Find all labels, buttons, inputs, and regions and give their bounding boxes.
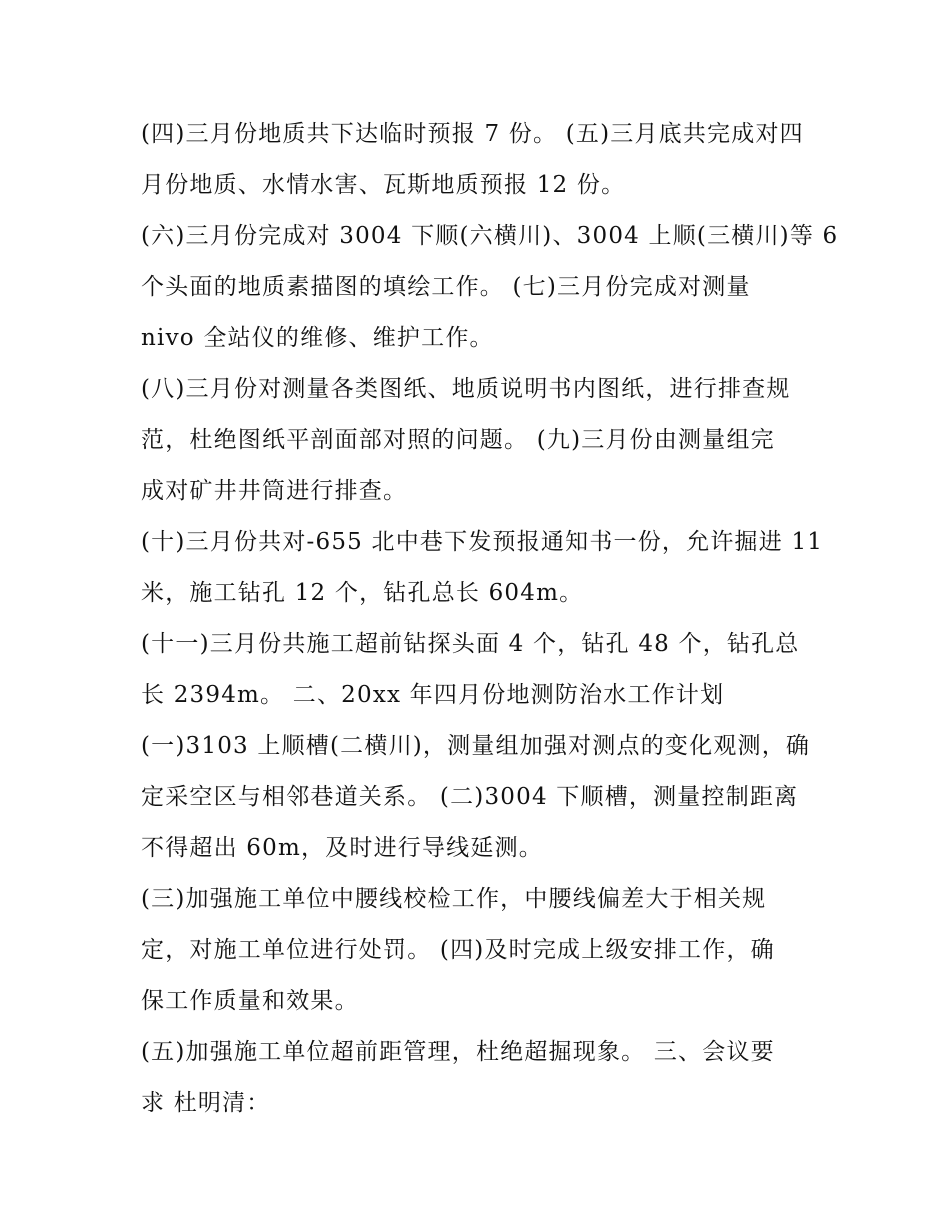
text-line: (六)三月份完成对 3004 下顺(六横川)、3004 上顺(三横川)等 6 — [141, 223, 839, 249]
text-line: (十)三月份共对-655 北中巷下发预报通知书一份，允许掘进 11 — [141, 529, 824, 555]
text-line: 不得超出 60m，及时进行导线延测。 — [141, 835, 543, 861]
text-line: 米，施工钻孔 12 个，钻孔总长 604m。 — [141, 580, 584, 606]
text-line: (一)3103 上顺槽(二横川)，测量组加强对测点的变化观测，确 — [141, 733, 811, 759]
text-line: 月份地质、水情水害、瓦斯地质预报 12 份。 — [141, 172, 626, 198]
text-line: 求 杜明清： — [141, 1090, 271, 1116]
text-line: (八)三月份对测量各类图纸、地质说明书内图纸，进行排查规 — [141, 376, 791, 402]
text-line: (四)三月份地质共下达临时预报 7 份。 (五)三月底共完成对四 — [141, 121, 804, 147]
text-line: 范，杜绝图纸平剖面部对照的问题。 (九)三月份由测量组完 — [141, 427, 775, 453]
text-line: 长 2394m。 二、20xx 年四月份地测防治水工作计划 — [141, 682, 725, 708]
text-line: 个头面的地质素描图的填绘工作。 (七)三月份完成对测量 — [141, 274, 751, 300]
text-line: nivo 全站仪的维修、维护工作。 — [141, 325, 494, 351]
text-line: (十一)三月份共施工超前钻探头面 4 个，钻孔 48 个，钻孔总 — [141, 631, 800, 657]
document-body — [141, 109, 839, 1129]
text-line: 成对矿井井筒进行排查。 — [141, 478, 408, 504]
text-line: 保工作质量和效果。 — [141, 988, 359, 1014]
text-line: 定，对施工单位进行处罚。 (四)及时完成上级安排工作，确 — [141, 937, 775, 963]
text-line: (五)加强施工单位超前距管理，杜绝超掘现象。 三、会议要 — [141, 1039, 775, 1065]
text-line: 定采空区与相邻巷道关系。 (二)3004 下顺槽，测量控制距离 — [141, 784, 799, 810]
text-line: (三)加强施工单位中腰线校检工作，中腰线偏差大于相关规 — [141, 886, 767, 912]
